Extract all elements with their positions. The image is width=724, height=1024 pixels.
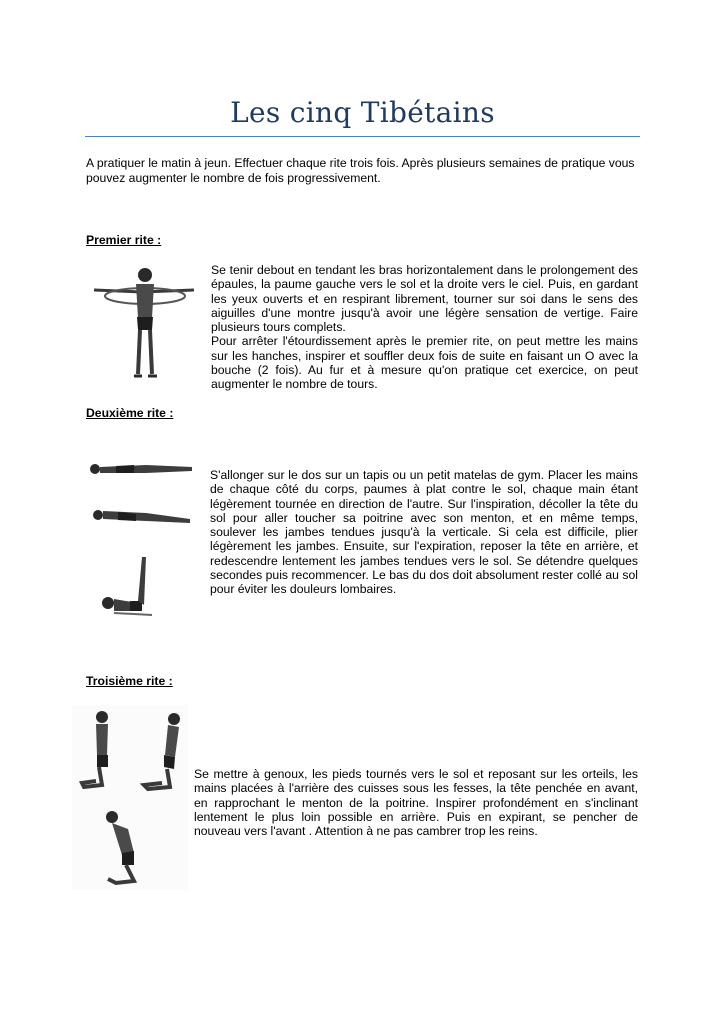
rite-3-heading: Troisième rite : [86, 674, 173, 688]
rite-2-illustration [86, 455, 198, 625]
rite-1-illustration [90, 262, 200, 384]
intro-text: A pratiquer le matin à jeun. Effectuer chaque rite trois fois. Après plusieurs semaines de pratique vous pouvez augmenter le nombre de fois progressivement. [86, 156, 635, 185]
rite-3-illustration [72, 705, 188, 891]
rite-3-text: Se mettre à genoux, les pieds tournés vers le sol et reposant sur les orteils, les mains placées à l'arrière des cuisses sous les fesses, la tête penchée en avant, en rapprochant le menton de la poitrine. Inspirer profondément en s'inclinant lentement le plus loin possible en arrière. Puis en expirant, se pencher de nouveau vers l'avant . Attention à ne pas cambrer trop les reins. [194, 767, 638, 839]
rite-1-text [211, 263, 638, 392]
rite-1-paragraph-1: Se tenir debout en tendant les bras horizontalement dans le prolongement des épaules, la paume gauche vers le sol et la droite vers le ciel. Puis, en gardant les yeux ouverts et en respirant librement, tourner sur soi dans le sens des aiguilles d'une montre jusqu'à avoir une légère sensation de vertige. Faire plusieurs tours complets. [211, 263, 638, 335]
rite-1-heading: Premier rite : [86, 233, 162, 247]
page-title: Les cinq Tibétains [230, 96, 495, 129]
rite-1-paragraph-2: Pour arrêter l'étourdissement après le premier rite, on peut mettre les mains sur les hanches, inspirer et souffler deux fois de suite en faisant un O avec la bouche (2 fois). Au fur et à mesure qu'on pratique cet exercice, on peut augmenter le nombre de tours. [211, 334, 638, 392]
rite-2-heading: Deuxième rite : [86, 406, 174, 420]
lying-figure-2 [93, 510, 190, 523]
title-rule [85, 136, 640, 137]
lying-figure-1 [90, 464, 192, 474]
legs-raised-figure [102, 557, 152, 615]
rite-2-text: S'allonger sur le dos sur un tapis ou un petit matelas de gym. Placer les mains de chaque côté du corps, paumes à plat contre le sol, chaque main étant légèrement tournée en direction de l'autre. Sur l'inspiration, décoller la tête du sol pour aller toucher sa poitrine avec son menton, et en même temps, soulever les jambes tendues jusqu'à la verticale. Si cela est difficile, plier légèrement les jambes. Ensuite, sur l'expiration, reposer la tête en arrière, et redescendre lentement les jambes tendues vers le sol. Se détendre quelques secondes puis recommencer. Le bas du dos doit absolument rester collé au sol pour éviter les douleurs lombaires. [210, 468, 638, 597]
